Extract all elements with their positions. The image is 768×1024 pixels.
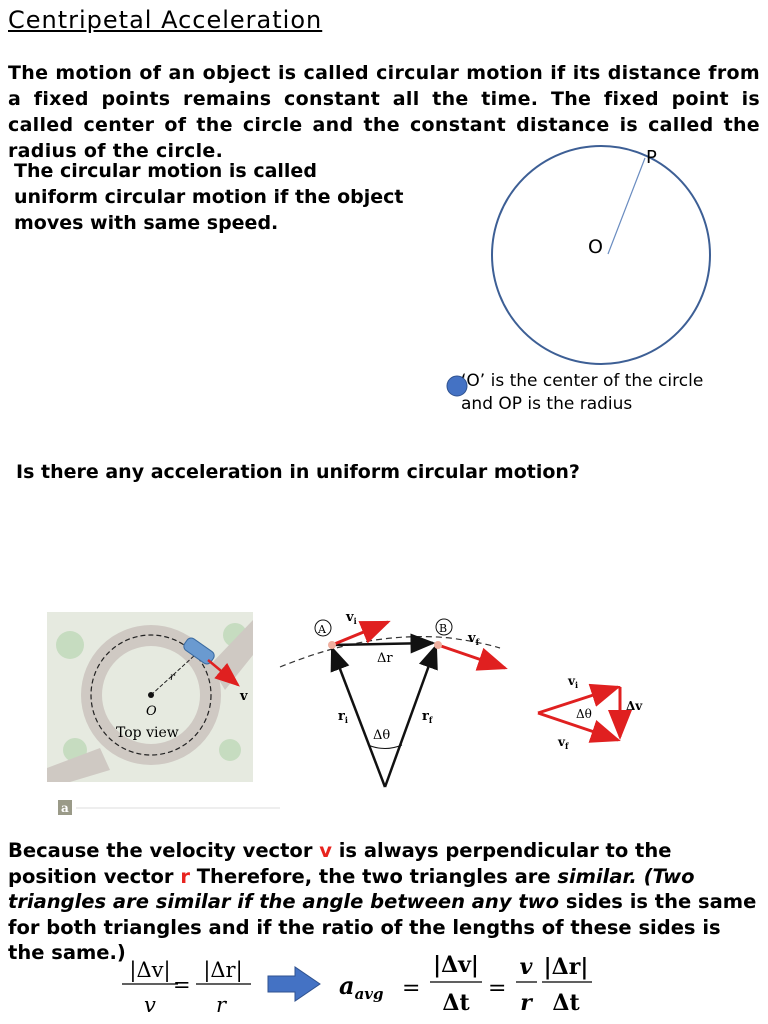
- radius-line: [608, 158, 645, 254]
- explanation-part-1: Because the velocity vector: [8, 839, 320, 862]
- eq-rhs-denominator: r: [216, 993, 227, 1017]
- delta-v-label: Δv: [626, 699, 643, 713]
- angle-arc: [368, 745, 402, 749]
- similar-definition-rest: sides is the same for both triangles and if the ratio of the lengths of these sides is the same.): [8, 890, 757, 964]
- delta-r-vector: [332, 643, 433, 645]
- intro-paragraph: The motion of an object is called circular motion if its distance from a fixed points remains constant all the time. The fixed point is called center of the circle and the constant distance is called the radius of the circle.: [8, 62, 760, 162]
- point-a-dot: [328, 641, 336, 649]
- delta-r-label: Δr: [377, 651, 393, 666]
- question-text: Is there any acceleration in uniform circular motion?: [16, 461, 580, 483]
- eq-lhs-numerator: |Δv|: [129, 958, 171, 982]
- eq-a-avg: $a_{avg}$: [339, 971, 384, 1003]
- eq-lhs-denominator: v: [144, 993, 156, 1017]
- center-label: O: [588, 236, 603, 258]
- point-label: P: [646, 147, 657, 168]
- eq-equals-2: =: [402, 976, 421, 1001]
- delta-theta-label: Δθ: [373, 728, 391, 743]
- vi-label: $v_i$: [346, 610, 357, 626]
- vf-vector: [438, 645, 505, 668]
- vf-small-label: $v_f$: [558, 735, 569, 751]
- eq-equals: =: [173, 973, 191, 997]
- eq-equals-3: =: [488, 976, 507, 1001]
- eq3-denominator: Δt: [552, 990, 580, 1016]
- eq-rhs-numerator: |Δr|: [203, 958, 243, 982]
- delta-theta-small-label: Δθ: [576, 707, 592, 721]
- r-label: r: [170, 672, 175, 683]
- tree-icon: [56, 631, 84, 659]
- vi-small-label: $v_i$: [568, 674, 579, 690]
- top-view-label: Top view: [116, 725, 179, 741]
- circle-diagram: [480, 140, 730, 370]
- v-label: v: [240, 689, 248, 704]
- eq3-numerator: |Δr|: [543, 954, 589, 980]
- uniform-motion-paragraph: [14, 158, 464, 236]
- circle-caption: [461, 370, 761, 416]
- implies-arrow-icon: [268, 967, 320, 1001]
- point-b-dot: [434, 641, 442, 649]
- center-point: [148, 692, 154, 698]
- point-a-label: A: [318, 623, 326, 636]
- eq2-denominator: Δt: [442, 990, 470, 1016]
- explanation-part-3: Therefore, the two triangles are: [189, 864, 558, 888]
- position-triangle: [280, 610, 505, 787]
- r-highlight: r: [180, 864, 190, 888]
- eq2-numerator: |Δv|: [433, 952, 479, 978]
- point-b-label: B: [439, 622, 448, 635]
- tree-icon: [219, 739, 241, 761]
- center-o-label: O: [146, 704, 157, 719]
- page-title: Centripetal Acceleration: [8, 6, 323, 34]
- caption-line-2: and OP is the radius: [461, 394, 633, 414]
- ri-label: $r_i$: [338, 709, 348, 725]
- explanation-part-2: is always perpendicular to the position vector: [8, 839, 672, 888]
- uniform-line-1: The circular motion is called: [14, 160, 317, 182]
- similar-definition-italic: (Two triangles are similar if the angle between any two: [8, 864, 695, 913]
- panel-label: a: [61, 801, 69, 815]
- physics-figure: [40, 600, 680, 825]
- vi-vector: [332, 622, 388, 645]
- coef-numerator: v: [519, 954, 533, 980]
- vf-label: $v_f$: [468, 631, 480, 647]
- uniform-line-2: uniform circular motion if the object: [14, 186, 404, 208]
- coef-denominator: r: [520, 990, 532, 1016]
- rf-label: $r_f$: [422, 709, 433, 725]
- velocity-triangle: [538, 674, 643, 751]
- equation: [110, 952, 610, 1022]
- top-view-panel: [47, 612, 280, 815]
- explanation-paragraph: [8, 838, 760, 966]
- v-highlight: v: [319, 839, 332, 862]
- caption-line-1: ‘O’ is the center of the circle: [461, 371, 704, 391]
- similar-word: similar.: [557, 864, 637, 888]
- uniform-line-3: moves with same speed.: [14, 212, 279, 234]
